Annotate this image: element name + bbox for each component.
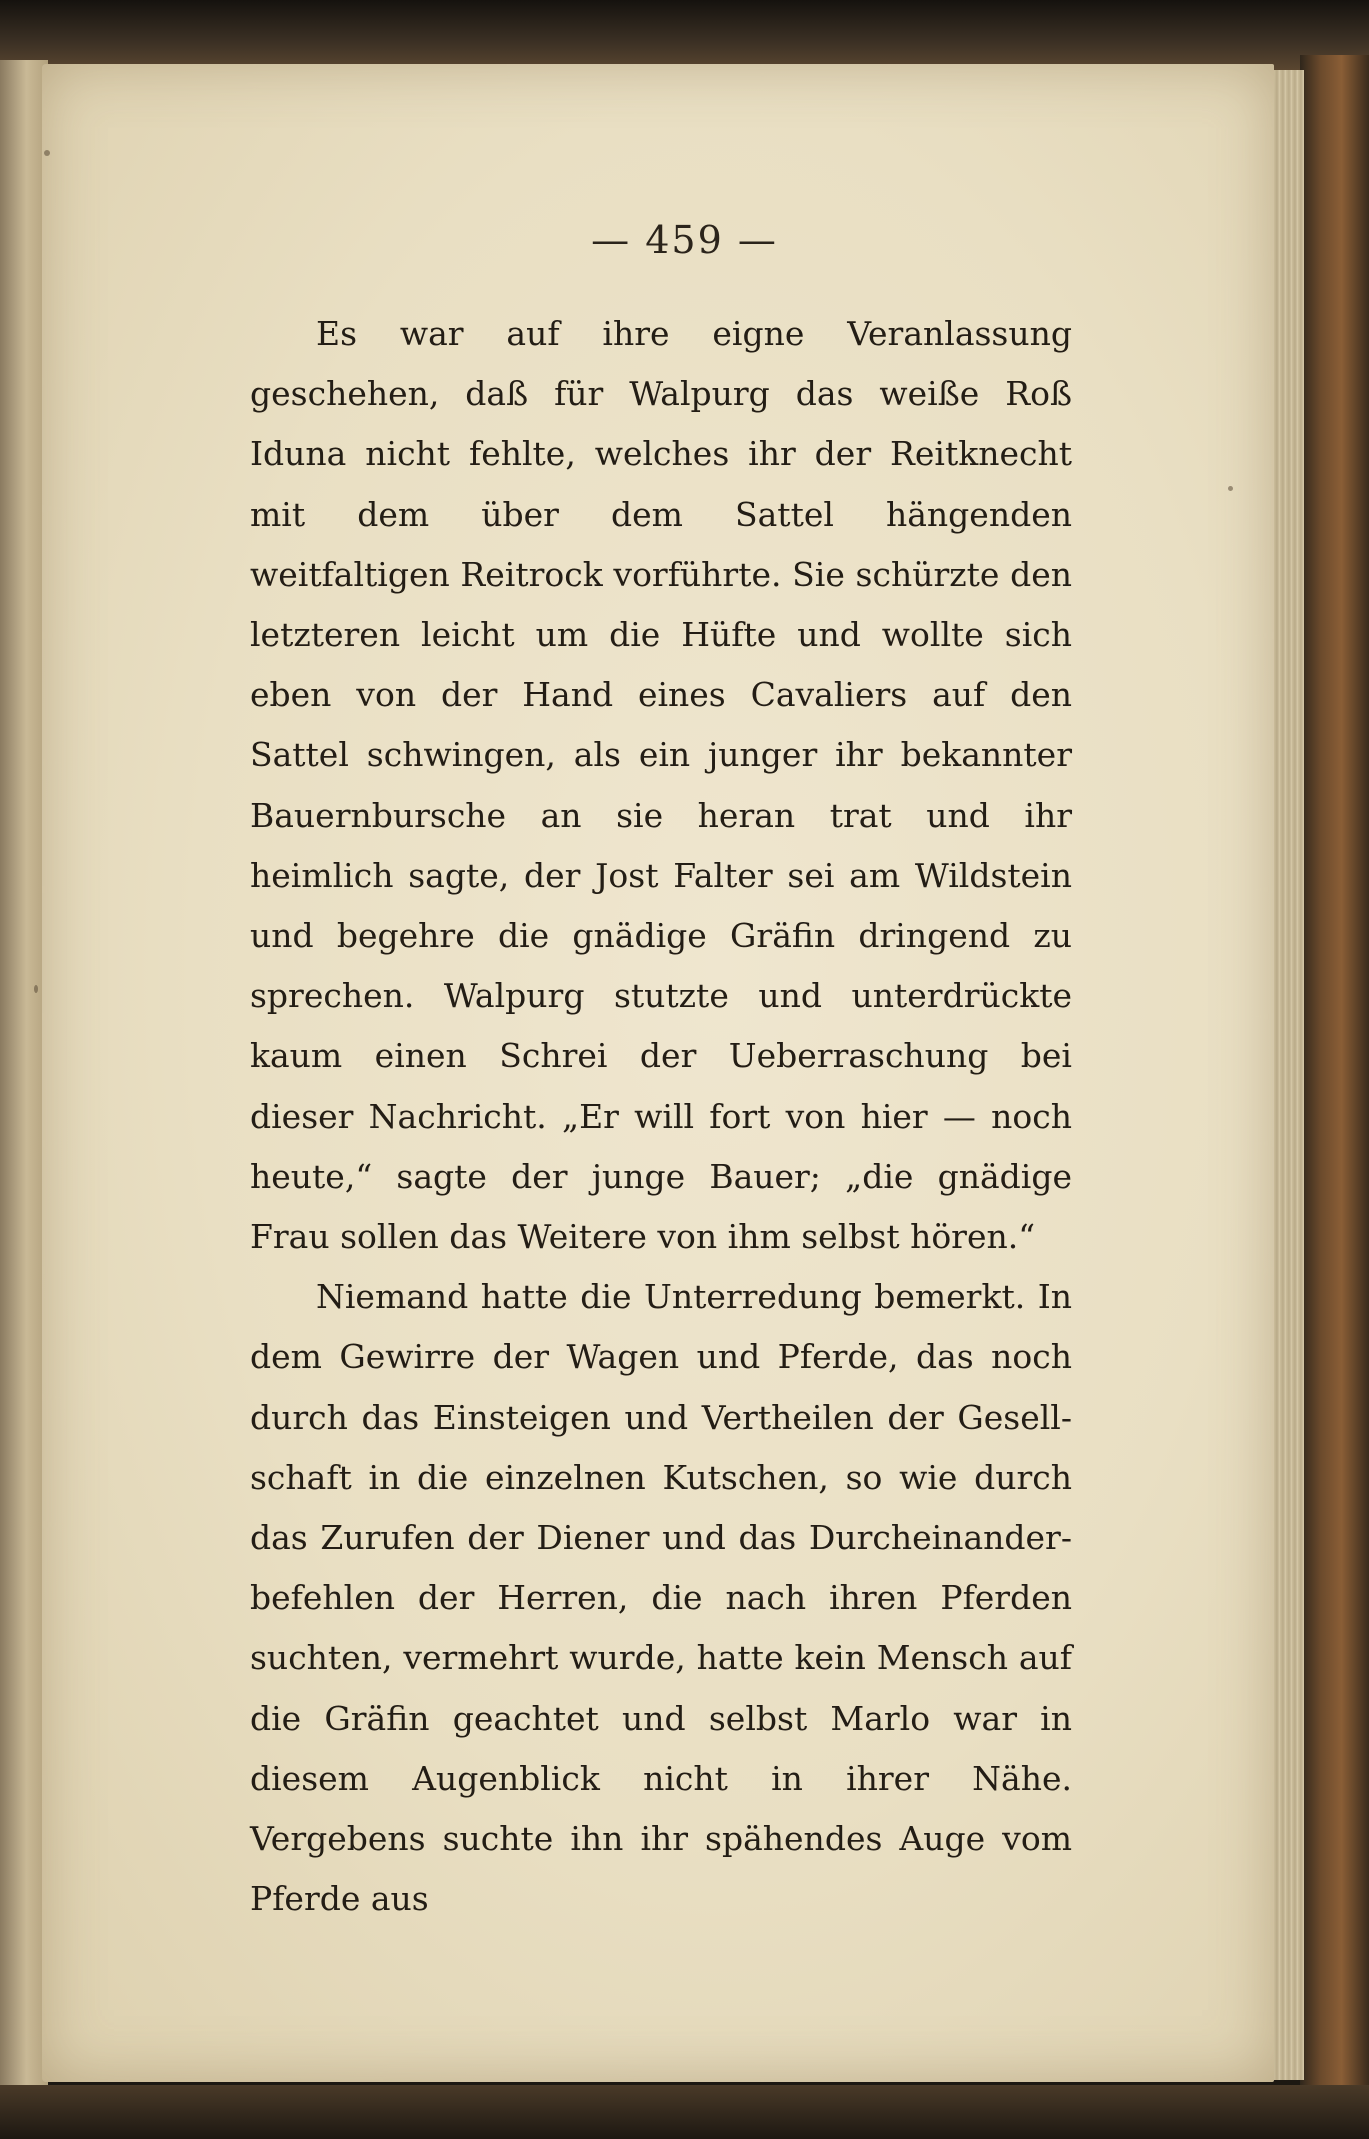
page-number: — 459 — xyxy=(591,218,778,262)
scan-speck xyxy=(1228,486,1233,491)
body-text xyxy=(250,304,1072,1929)
scan-speck xyxy=(34,985,38,993)
paragraph-2: Niemand hatte die Unterredung bemerkt. In dem Gewirre der Wagen und Pferde, das noch durch das Einsteigen und Vertheilen der Gesellschaft in die einzelnen Kutschen, so wie durch das Zurufen der Diener und das Durcheinanderbefehlen der Herren, die nach ihren Pferden suchten, vermehrt wurde, hatte kein Mensch auf die Gräfin geachtet und selbst Marlo war in diesem Augenblick nicht in ihrer Nähe. Vergebens suchte ihn ihr spähendes Auge vom Pferde aus xyxy=(250,1277,1072,1919)
book-cover-edge xyxy=(1300,55,1369,2095)
paragraph-1: Es war auf ihre eigne Veranlassung geschehen, daß für Walpurg das weiße Roß Iduna nicht fehlte, welches ihr der Reitknecht mit dem über dem Sattel hängenden weitfaltigen Reitrock vorführte. Sie schürzte den letzteren leicht um die Hüfte und wollte sich eben von der Hand eines Cavaliers auf den Sattel schwingen, als ein junger ihr bekannter Bauernbursche an sie heran trat und ihr heimlich sagte, der Jost Falter sei am Wildstein und begehre die gnädige Gräfin dringend zu sprechen. Walpurg stutzte und unterdrückte kaum einen Schrei der Ueberraschung bei dieser Nachricht. „Er will fort von hier — noch heute,“ sagte der junge Bauer; „die gnädige Frau sollen das Weitere von ihm selbst hören.“ xyxy=(250,314,1072,1257)
binding-edge-bottom xyxy=(0,2085,1369,2139)
scan-speck xyxy=(44,150,50,156)
facing-page-edge xyxy=(0,60,48,2090)
binding-edge-top xyxy=(0,0,1369,70)
